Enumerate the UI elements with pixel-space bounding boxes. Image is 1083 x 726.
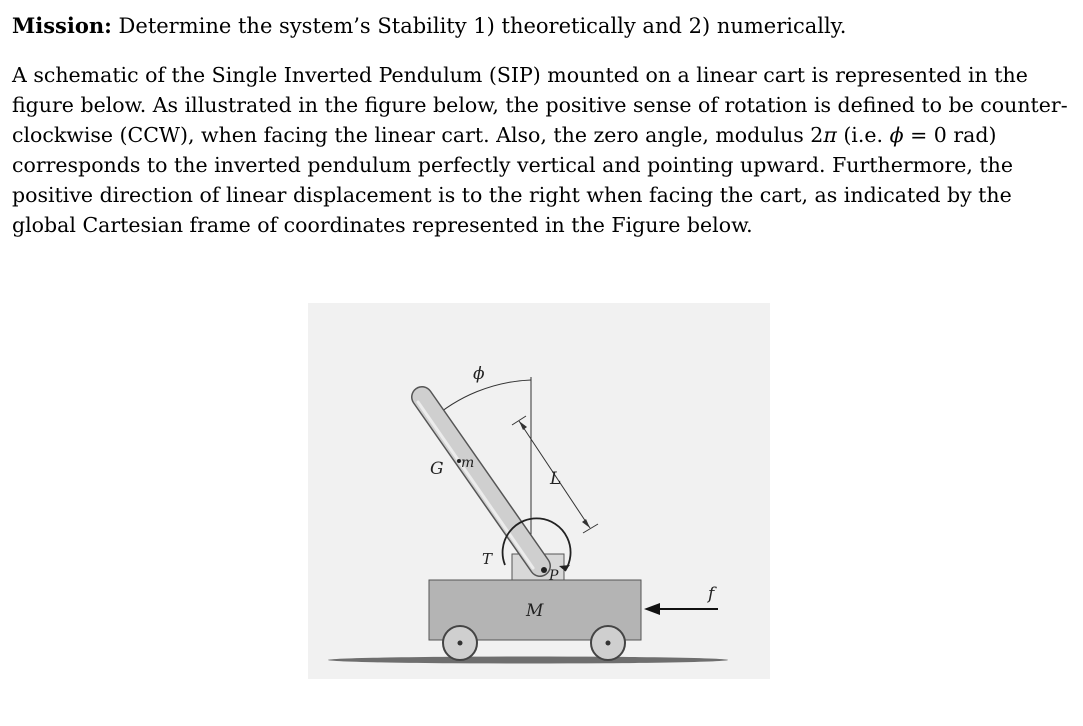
para-part-1: A schematic of the Single Inverted Pendulum (SIP) mounted on a linear cart is represented in the figure below. As illustrated in the figure below, the positive sense of rotation is defined to be counter-clockwise (CCW), when facing the linear cart. Also, the zero angle, modulus 2 [12, 63, 1068, 147]
label-G: G [430, 459, 444, 479]
length-tick-bottom [583, 524, 598, 533]
para-part-3: = 0 rad) corresponds to the inverted pendulum perfectly vertical and pointing upward. Furthermore, the positive direction of linear displacement is to the right when facing the cart, as indicated by the global Cartesian frame of coordinates represented in the Figure below. [12, 123, 1013, 237]
pi-symbol: π [823, 123, 837, 147]
length-arrow-bottom [582, 519, 590, 528]
label-m: m [461, 455, 475, 471]
mission-label: Mission: [12, 13, 112, 38]
pendulum-figure [308, 303, 770, 679]
mission-statement [12, 10, 1074, 42]
pendulum-rod [422, 397, 540, 566]
wheel-right [591, 626, 625, 660]
label-T: T [482, 550, 493, 568]
label-f: f [708, 584, 715, 604]
label-P: P [549, 568, 559, 584]
wheel-left [443, 626, 477, 660]
phi-symbol: ϕ [889, 123, 904, 147]
description-paragraph [12, 60, 1074, 240]
length-arrow-top [519, 421, 527, 430]
force-arrowhead [644, 603, 660, 615]
para-part-2: (i.e. [836, 123, 890, 147]
pivot-point [541, 567, 547, 573]
label-L: L [550, 469, 562, 489]
document [12, 10, 1074, 240]
ground-line [328, 657, 728, 664]
label-M: M [526, 601, 544, 621]
pendulum-highlight [418, 402, 533, 568]
length-tick-top [512, 416, 526, 425]
label-phi: ϕ [473, 364, 485, 384]
pendulum-diagram [308, 303, 770, 679]
mission-text: Determine the system’s Stability 1) theoretically and 2) numerically. [111, 14, 847, 38]
